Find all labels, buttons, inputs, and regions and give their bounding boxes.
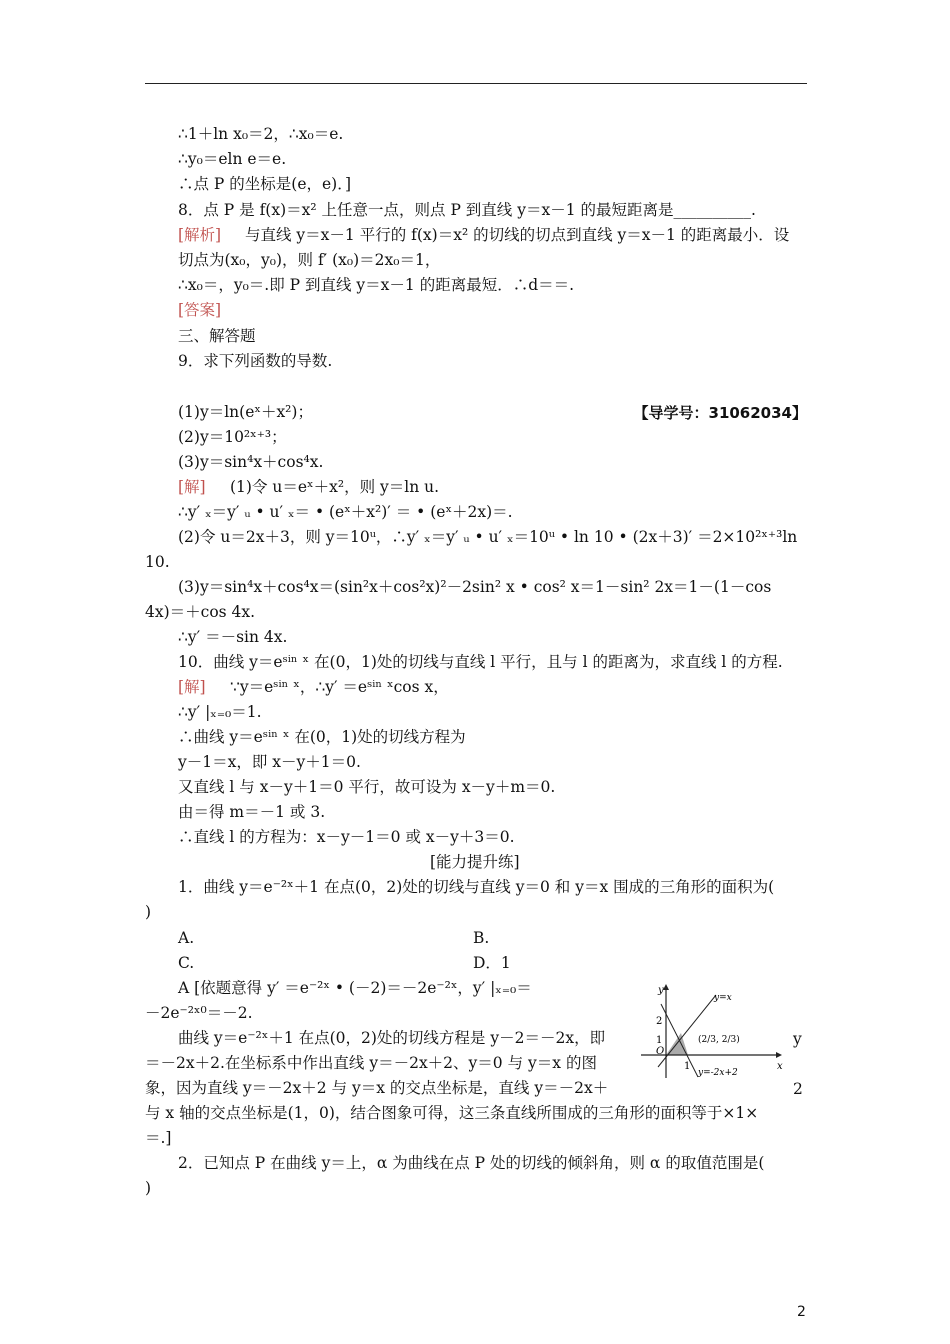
text-line: 9．求下列函数的导数. [178, 352, 333, 370]
solution-tag-10: [解] [178, 678, 206, 696]
text-line: 与 x 轴的交点坐标是(1，0)，结合图象可得，这三条直线所围成的三角形的面积等于×1× [145, 1104, 759, 1122]
triangle-graph [636, 980, 786, 1080]
text-line: ) [145, 903, 152, 921]
text-line: 8．点 P 是 f(x)＝x² 上任意一点，则点 P 到直线 y＝x－1 的最短距离是__________. [178, 201, 756, 219]
origin-label: O [656, 1046, 665, 1057]
answer-tag: [答案] [178, 301, 222, 319]
text-line: 象，因为直线 y＝－2x＋2 与 y＝x 的交点坐标是，直线 y＝－2x＋ [145, 1079, 609, 1097]
text-line: ∴y′ ₓ＝y′ ᵤ • u′ ₓ＝ • (eˣ＋x²)′ ＝ • (eˣ＋2x)＝. [178, 503, 513, 521]
text-line: D．1 [473, 954, 511, 972]
text-line: －2e⁻²ˣ⁰＝－2. [145, 1004, 253, 1022]
text-line: ＝.] [145, 1129, 172, 1147]
text-line: 10．曲线 y＝eˢⁱⁿ ˣ 在(0，1)处的切线与直线 l 平行，且与 l 的距离为，求直线 l 的方程. [178, 653, 783, 671]
text-line: (1)y＝ln(eˣ＋x²)； [178, 403, 313, 421]
solution-tag-9: [解] [178, 478, 206, 496]
text-line: (2)y＝10²ˣ⁺³； [178, 428, 287, 446]
y-axis-label: y [658, 985, 664, 996]
header-rule [145, 83, 807, 84]
tick-2-label: 2 [656, 1016, 663, 1027]
text-line: A [依题意得 y′ ＝e⁻²ˣ • (－2)＝－2e⁻²ˣ，y′ |ₓ₌₀＝ [178, 979, 532, 997]
text-line: A. [178, 929, 195, 947]
text-line: 曲线 y＝e⁻²ˣ＋1 在点(0，2)处的切线方程是 y－2＝－2x，即 [178, 1029, 606, 1047]
text-line: 1．曲线 y＝e⁻²ˣ＋1 在点(0，2)处的切线与直线 y＝0 和 y＝x 围成的三角形的面积为( [178, 878, 775, 896]
text-line: ∴x₀＝，y₀＝.即 P 到直线 y＝x－1 的距离最短．∴d＝＝. [178, 276, 575, 294]
text-line: 10. [145, 553, 170, 571]
text-line: [能力提升练] [430, 853, 520, 871]
line-equation-label: y=-2x+2 [698, 1068, 738, 1078]
y-equals-x-label: y=x [714, 993, 732, 1003]
tick-1y-label: 1 [656, 1035, 663, 1046]
text-line: ∴y₀＝eln e＝e. [178, 150, 287, 168]
text-line: (2)令 u＝2x＋3，则 y＝10ᵘ，∴y′ ₓ＝y′ ᵤ • u′ ₓ＝10ᵘ • ln 10 • (2x＋3)′ ＝2×10²ˣ⁺³ln [178, 528, 798, 546]
intersection-label: (2/3, 2/3) [698, 1035, 740, 1045]
text-line: ∴1＋ln x₀＝2，∴x₀＝e. [178, 125, 344, 143]
text-line: ＝－2x＋2.在坐标系中作出直线 y＝－2x＋2、y＝0 与 y＝x 的图 [145, 1054, 597, 1072]
wrapped-char-2: 2 [793, 1080, 803, 1098]
text-line: C. [178, 954, 195, 972]
text-line: 又直线 l 与 x－y＋1＝0 平行，故可设为 x－y＋m＝0. [178, 778, 556, 796]
text-line: B. [473, 929, 490, 947]
x-axis-label: x [777, 1061, 783, 1072]
text-line: (3)y＝sin⁴x＋cos⁴x. [178, 453, 324, 471]
text-line: ∵y＝eˢⁱⁿ ˣ，∴y′ ＝eˢⁱⁿ ˣcos x， [230, 678, 449, 696]
text-line: ∴点 P 的坐标是(e，e)．] [178, 175, 352, 193]
guide-code: 【导学号：31062034】 [633, 404, 807, 422]
text-line: (3)y＝sin⁴x＋cos⁴x＝(sin²x＋cos²x)²－2sin² x • cos² x＝1－sin² 2x＝1－(1－cos [178, 578, 772, 596]
y-axis-arrow [663, 984, 669, 990]
text-line: 由＝得 m＝－1 或 3. [178, 803, 326, 821]
text-line: 2．已知点 P 在曲线 y＝上，α 为曲线在点 P 处的切线的倾斜角，则 α 的取值范围是( [178, 1154, 765, 1172]
text-line: ∴曲线 y＝eˢⁱⁿ ˣ 在(0，1)处的切线方程为 [178, 728, 466, 746]
analysis-tag: [解析] [178, 226, 222, 244]
text-line: 切点为(x₀，y₀)，则 f′ (x₀)＝2x₀＝1， [178, 251, 441, 269]
text-line: (1)令 u＝eˣ＋x²，则 y＝ln u. [230, 478, 440, 496]
page-number: 2 [797, 1304, 806, 1320]
wrapped-char-y: y [793, 1030, 802, 1048]
text-line: y－1＝x，即 x－y＋1＝0. [178, 753, 361, 771]
text-line: 三、解答题 [178, 327, 256, 345]
x-axis-arrow [776, 1052, 782, 1058]
text-line: ∴y′ |ₓ₌₀＝1. [178, 703, 262, 721]
text-line: ) [145, 1179, 152, 1197]
text-line: 4x)＝＋cos 4x. [145, 603, 256, 621]
tick-1x-label: 1 [684, 1061, 691, 1072]
text-line: 与直线 y＝x－1 平行的 f(x)＝x² 的切线的切点到直线 y＝x－1 的距离最小．设 [245, 226, 790, 244]
text-line: ∴y′ ＝－sin 4x. [178, 628, 288, 646]
text-line: ∴直线 l 的方程为：x－y－1＝0 或 x－y＋3＝0. [178, 828, 515, 846]
